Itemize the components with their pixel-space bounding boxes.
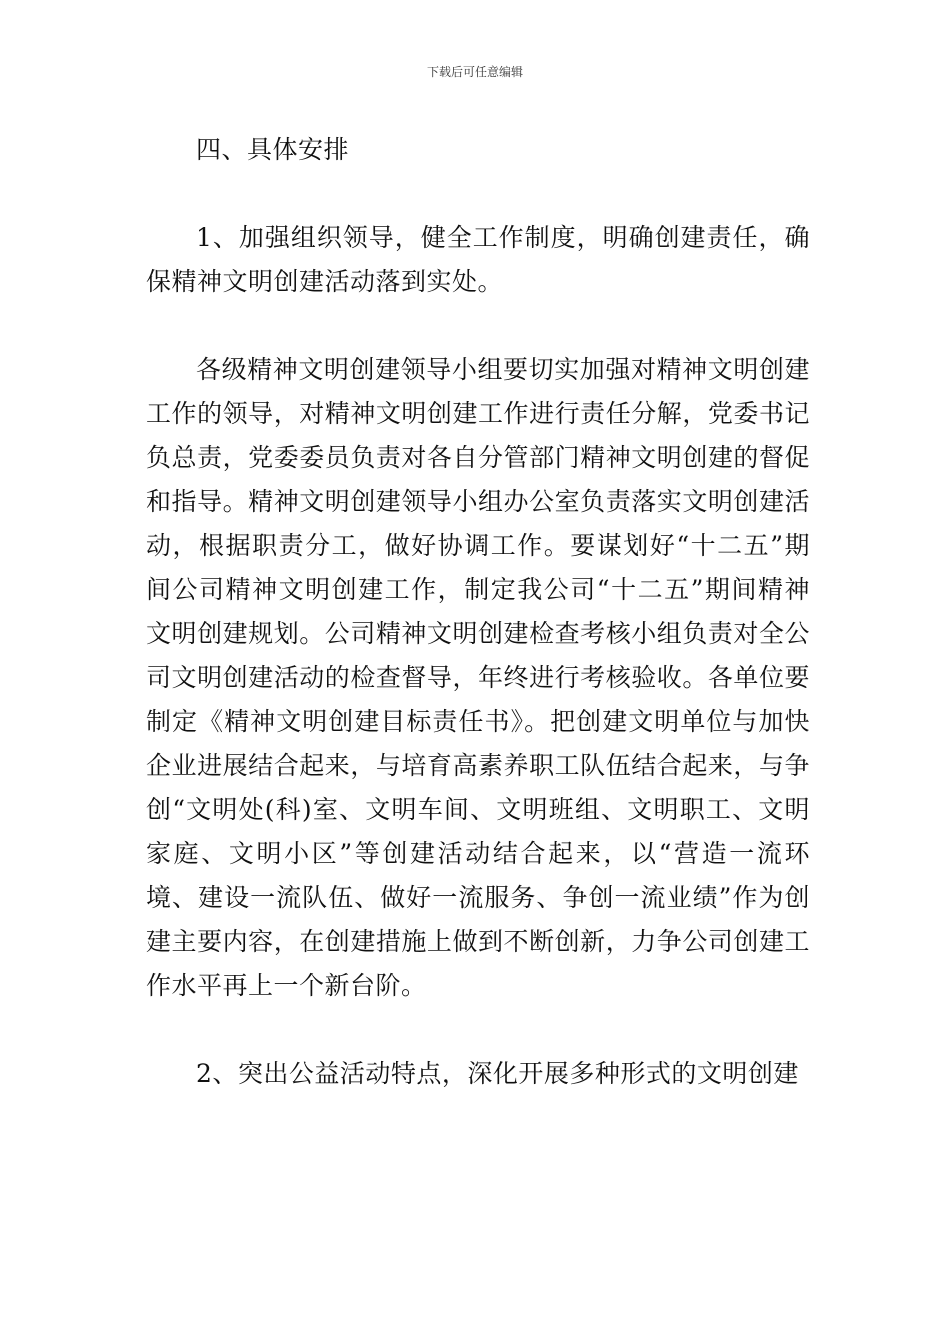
paragraph-spacer (146, 172, 810, 216)
item-1-title: 1、加强组织领导，健全工作制度，明确创建责任，确保精神文明创建活动落到实处。 (146, 223, 810, 296)
page-header: 下载后可任意编辑 (426, 65, 523, 79)
section-heading: 四、具体安排 (196, 135, 350, 164)
document-body (146, 128, 810, 1096)
item-2-title: 2、突出公益活动特点，深化开展多种形式的文明创建 (196, 1059, 799, 1088)
paragraph-spacer (146, 304, 810, 348)
paragraph-spacer (146, 1008, 810, 1052)
item-1-body: 各级精神文明创建领导小组要切实加强对精神文明创建工作的领导，对精神文明创建工作进行责任分解，党委书记负总责，党委委员负责对各自分管部门精神文明创建的督促和指导。精神文明创建领导小组办公室负责落实文明创建活动，根据职责分工，做好协调工作。要谋划好“十二五”期间公司精神文明创建工作，制定我公司“十二五”期间精神文明创建规划。公司精神文明创建检查考核小组负责对全公司文明创建活动的检查督导，年终进行考核验收。各单位要制定《精神文明创建目标责任书》。把创建文明单位与加快企业进展结合起来，与培育高素养职工队伍结合起来，与争创“文明处(科)室、文明车间、文明班组、文明职工、文明家庭、文明小区”等创建活动结合起来，以“营造一流环境、建设一流队伍、做好一流服务、争创一流业绩”作为创建主要内容，在创建措施上做到不断创新，力争公司创建工作水平再上一个新台阶。 (146, 355, 810, 1000)
